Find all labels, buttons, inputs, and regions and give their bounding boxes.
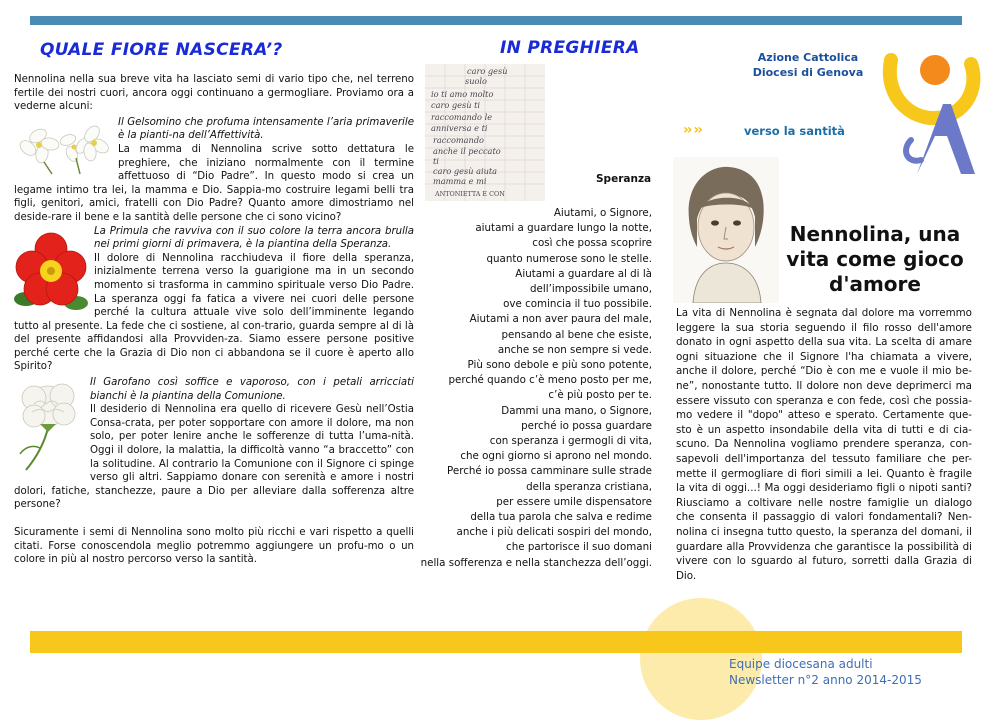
prayer-title: Speranza bbox=[596, 173, 652, 185]
prayer-line: Perché io possa camminare sulle strade bbox=[447, 465, 652, 478]
prayer-line: con speranza i germogli di vita, bbox=[489, 435, 652, 448]
note-line: caro gesù aiuta bbox=[433, 166, 498, 176]
nennolina-portrait-image bbox=[673, 157, 779, 303]
carnation-flower-image bbox=[14, 378, 84, 474]
article-title: Nennolina, una vita come gioco d'amore bbox=[786, 222, 964, 296]
jasmine-lead: Il Gelsomino che profuma intensamente l’aria primaverile è la pianti-na dell’Affettività. bbox=[118, 116, 414, 142]
prayer-line: della speranza cristiana, bbox=[526, 480, 652, 493]
note-line: caro gesù ti bbox=[431, 100, 480, 110]
prayer-line: ove comincia il tuo possibile. bbox=[503, 298, 652, 311]
note-line: anniversa e ti bbox=[431, 123, 488, 133]
azione-cattolica-logo bbox=[877, 40, 987, 180]
jasmine-text: La mamma di Nennolina scrive sotto dettatura le preghiere, che iniziano normalmente con il termine affettuoso di “Dio Padre”. In questo modo si crea un legame intimo tra lei, la mamma e Dio. Sappia-mo costruire legami belli tra figli, genitori, amici, fratelli con Dio Padre? Quanto amore dimostriamo nel deside-rare il bene e la santità delle persone che ci sono vicino? bbox=[14, 143, 414, 223]
prayer-line: c’è più posto per te. bbox=[548, 389, 652, 402]
top-divider-bar bbox=[30, 16, 962, 25]
org-line-2: Diocesi di Genova bbox=[752, 66, 864, 79]
santita-subtitle: verso la santità bbox=[744, 124, 845, 138]
prayer-line: aiutami a guardare lungo la notte, bbox=[475, 222, 652, 235]
prayer-line: che partorisce il suo domani bbox=[506, 541, 652, 554]
note-line: suolo bbox=[465, 76, 487, 86]
primrose-text: Il dolore di Nennolina racchiudeva il fiore della speranza, inizialmente terrena verso la guarigione ma in un secondo momento si trasforma in cammino spirituale verso Dio Padre. La speranza oggi fa fatica a vivere nei cuori delle persone perché la cultura attuale vive solo dell’imminente legando tutto al presente. La fede che ci sostiene, al con-trario, guarda sempre al di là del presente affidandosi alla Provviden-za. Siamo essere persone positive perché certe che la Grazia di Dio non ci abbandona se il cuore è aperto allo Spirito? bbox=[14, 252, 414, 373]
note-line: anche il peccato bbox=[433, 146, 501, 156]
article-body: La vita di Nennolina è segnata dal dolore ma vorremmo leggere la sua storia seguendo il filo rosso dell'amore donato in ogni aspetto della sua vita. La scelta di amare ogni situazione che il Signore l'ha chiamata a vivere, anche il dolore, perché “Dio è con me e vuole il mio be-ne”, nonostante tutto. Il dolore non deve deprimerci ma essere vissuto con speranza e con fede, così che possia-mo vedere il "dopo" atteso e sperato. Certamente que-sto è un aspetto insondabile della vita di tutti e di cia-scuno. Da Nennolina vogliamo prendere speranza, con-sapevoli dell'importanza del tessuto familiare che per-mette il germogliare di fiori simili a lei. Quanto è fragile la vita di oggi...! Ma oggi desideriamo figli o nipoti santi? Riusciamo a coltivare nelle nostre famiglie un dialogo che consenta il passaggio di valori fondamentali? Nen-nolina ci insegna tutto questo, la speranza del domani, il guardare alla Provvidenza che garantisce la possibilità di vivere con lo sguardo al futuro, sorretti dalla Grazia di Dio. bbox=[676, 307, 972, 582]
organization-name bbox=[740, 50, 876, 80]
middle-heading: IN PREGHIERA bbox=[500, 38, 640, 58]
prayer-line: Aiutami a guardare al di là bbox=[515, 267, 652, 280]
prayer-line: della tua parola che salva e redime bbox=[470, 511, 652, 524]
footer-divider-bar bbox=[30, 631, 962, 653]
prayer-text bbox=[420, 206, 652, 571]
prayer-line: perché io possa guardare bbox=[521, 419, 652, 432]
note-line: ANTONIETTA E CON bbox=[435, 190, 505, 198]
org-line-1: Azione Cattolica bbox=[757, 51, 859, 64]
primrose-flower-image bbox=[14, 227, 88, 319]
prayer-line: anche i più delicati sospiri del mondo, bbox=[456, 526, 652, 539]
prayer-line: Aiutami a non aver paura del male, bbox=[469, 313, 652, 326]
footer-info bbox=[729, 656, 922, 688]
prayer-line: Più sono debole e più sono potente, bbox=[467, 359, 652, 372]
footer-line-2: Newsletter n°2 anno 2014-2015 bbox=[729, 673, 922, 687]
prayer-line: perché quando c’è meno posto per me, bbox=[448, 374, 652, 387]
note-line: caro gesù bbox=[467, 66, 508, 76]
note-line: io ti amo molto bbox=[431, 89, 494, 99]
left-column bbox=[14, 73, 414, 567]
prayer-line: così che possa scoprire bbox=[532, 237, 652, 250]
prayer-line: dell’impossibile umano, bbox=[529, 283, 652, 296]
footer-line-1: Equipe diocesana adulti bbox=[729, 657, 873, 671]
prayer-line: anche se non sempre si vede. bbox=[497, 343, 652, 356]
note-line: raccomando bbox=[433, 135, 484, 145]
prayer-line: Dammi una mano, o Signore, bbox=[501, 404, 652, 417]
note-line: mamma e mi bbox=[433, 176, 487, 186]
closing-paragraph: Sicuramente i semi di Nennolina sono molto più ricchi e vari rispetto a quelli citati. Forse conoscendola meglio potremmo aggiungere un profu-mo o un colore in più al nostro percorso verso la santità. bbox=[14, 527, 414, 566]
primrose-lead: La Primula che ravviva con il suo colore la terra ancora brulla nei primi giorni di primavera, è la piantina della Speranza. bbox=[94, 225, 414, 251]
arrows-decoration-icon: ›› ›› bbox=[683, 122, 701, 138]
prayer-line: Aiutami, o Signore, bbox=[553, 207, 652, 219]
note-line: ti bbox=[433, 156, 439, 166]
handwritten-note-image bbox=[425, 64, 545, 201]
prayer-line: quanto numerose sono le stelle. bbox=[486, 252, 652, 265]
prayer-line: nella sofferenza e nella stanchezza dell’oggi. bbox=[420, 556, 652, 569]
prayer-line: che ogni giorno si aprono nel mondo. bbox=[460, 450, 652, 463]
intro-paragraph: Nennolina nella sua breve vita ha lasciato semi di vario tipo che, nel terreno fertile dei nostri cuori, ancora oggi continuano a germogliare. Proviamo ora a vederne alcuni: bbox=[14, 74, 414, 113]
left-heading: QUALE FIORE NASCERA’? bbox=[40, 40, 283, 60]
carnation-text: Il desiderio di Nennolina era quello di ricevere Gesù nell’Ostia Consa-crata, per poter sopportare con amore il dolore, ma non solo, per poter lenire anche le sofferenze di tutta l’uma-nità. Oggi il dolore, la malattia, la difficoltà vanno “a braccetto” con la solitudine. Al contrario la Comunione con il Signore ci spinge verso gli altri. Sappiamo donare con serenità e amore i nostri dolori, fatiche, stanchezze, paure a Dio per alleviare dalla sofferenza altre persone? bbox=[14, 404, 414, 511]
jasmine-flower-image bbox=[14, 118, 112, 176]
carnation-lead: Il Garofano così soffice e vaporoso, con i petali arricciati bianchi è la piantina della Comunione. bbox=[90, 377, 414, 402]
prayer-line: pensando al bene che esiste, bbox=[501, 328, 652, 341]
note-line: raccomando le bbox=[431, 112, 493, 122]
prayer-line: per essere umile dispensatore bbox=[496, 495, 652, 508]
